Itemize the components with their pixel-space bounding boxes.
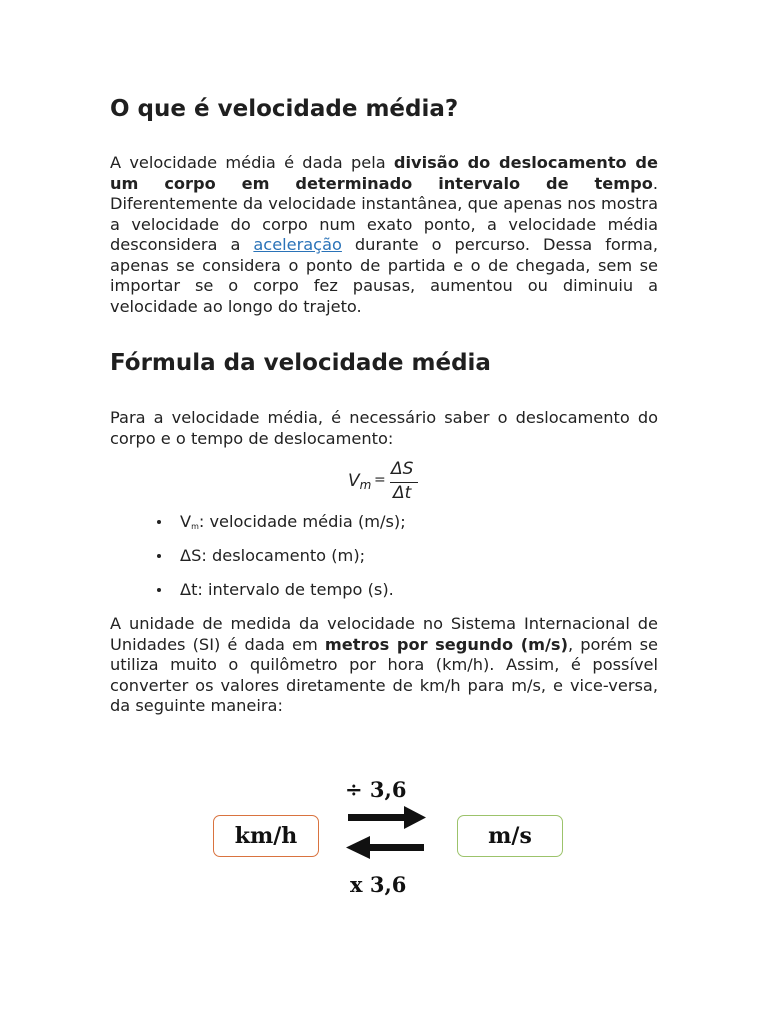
variable-description: : deslocamento (m); [201, 546, 366, 565]
list-item [110, 542, 406, 576]
variables-list [110, 508, 406, 610]
unit-box-kmh: km/h [213, 815, 319, 857]
bullet-icon [157, 520, 161, 524]
variable-subscript: m [191, 522, 199, 531]
formula-equals: = [374, 472, 386, 488]
variable-description: : intervalo de tempo (s). [197, 580, 394, 599]
formula-subscript: m [359, 478, 372, 492]
variable-symbol: V [180, 512, 192, 531]
bold-text: divisão do deslocamento de um corpo em determinado intervalo de tempo [110, 153, 659, 193]
bold-text: metros por segundo (m/s) [324, 634, 568, 654]
section-title-velocidade-media: O que é velocidade média? [110, 96, 459, 122]
divide-label: ÷ 3,6 [345, 777, 407, 802]
right-arrow-icon [348, 806, 426, 829]
formula-velocidade-media [348, 458, 438, 506]
variable-symbol: ΔS [180, 546, 202, 565]
paragraph-definition [110, 153, 658, 317]
text-run: A unidade de medida da velocidade no Sistema Internacional de Unidades (SI) é dada em [110, 614, 658, 654]
list-item [110, 576, 406, 610]
formula-denominator: Δt [393, 483, 412, 503]
variable-description: : velocidade média (m/s); [198, 512, 406, 531]
text-run: . Diferentemente da velocidade instantânea, que apenas nos mostra a velocidade do corpo num exato ponto, a velocidade média desconsidera a [110, 173, 658, 254]
text-run: , porém se utiliza muito o quilômetro por hora (km/h). Assim, é possível converter os valores diretamente de km/h para m/s, e vice-versa, da seguinte maneira: [110, 634, 658, 715]
variable-symbol: Δt [180, 580, 198, 599]
paragraph-units [110, 614, 658, 717]
left-arrow-icon [346, 836, 424, 859]
section-title-formula: Fórmula da velocidade média [110, 350, 491, 376]
paragraph-intro: Para a velocidade média, é necessário saber o deslocamento do corpo e o tempo de deslocamento: [110, 408, 658, 448]
bullet-icon [157, 554, 161, 558]
formula-numerator: ΔS [391, 459, 414, 479]
link-aceleracao[interactable]: aceleração [253, 235, 342, 254]
text-run: durante o percurso. Dessa forma, apenas se considera o ponto de partida e o de chegada, sem se importar se o corpo fez pausas, aumentou ou diminuiu a velocidade ao longo do trajeto. [110, 235, 658, 316]
bullet-icon [157, 588, 161, 592]
formula-lhs [348, 471, 371, 492]
text-run: A velocidade média é dada pela [110, 153, 394, 172]
list-item [110, 508, 406, 542]
formula-v: V [348, 471, 360, 491]
multiply-label: x 3,6 [350, 872, 407, 897]
unit-box-ms: m/s [457, 815, 563, 857]
